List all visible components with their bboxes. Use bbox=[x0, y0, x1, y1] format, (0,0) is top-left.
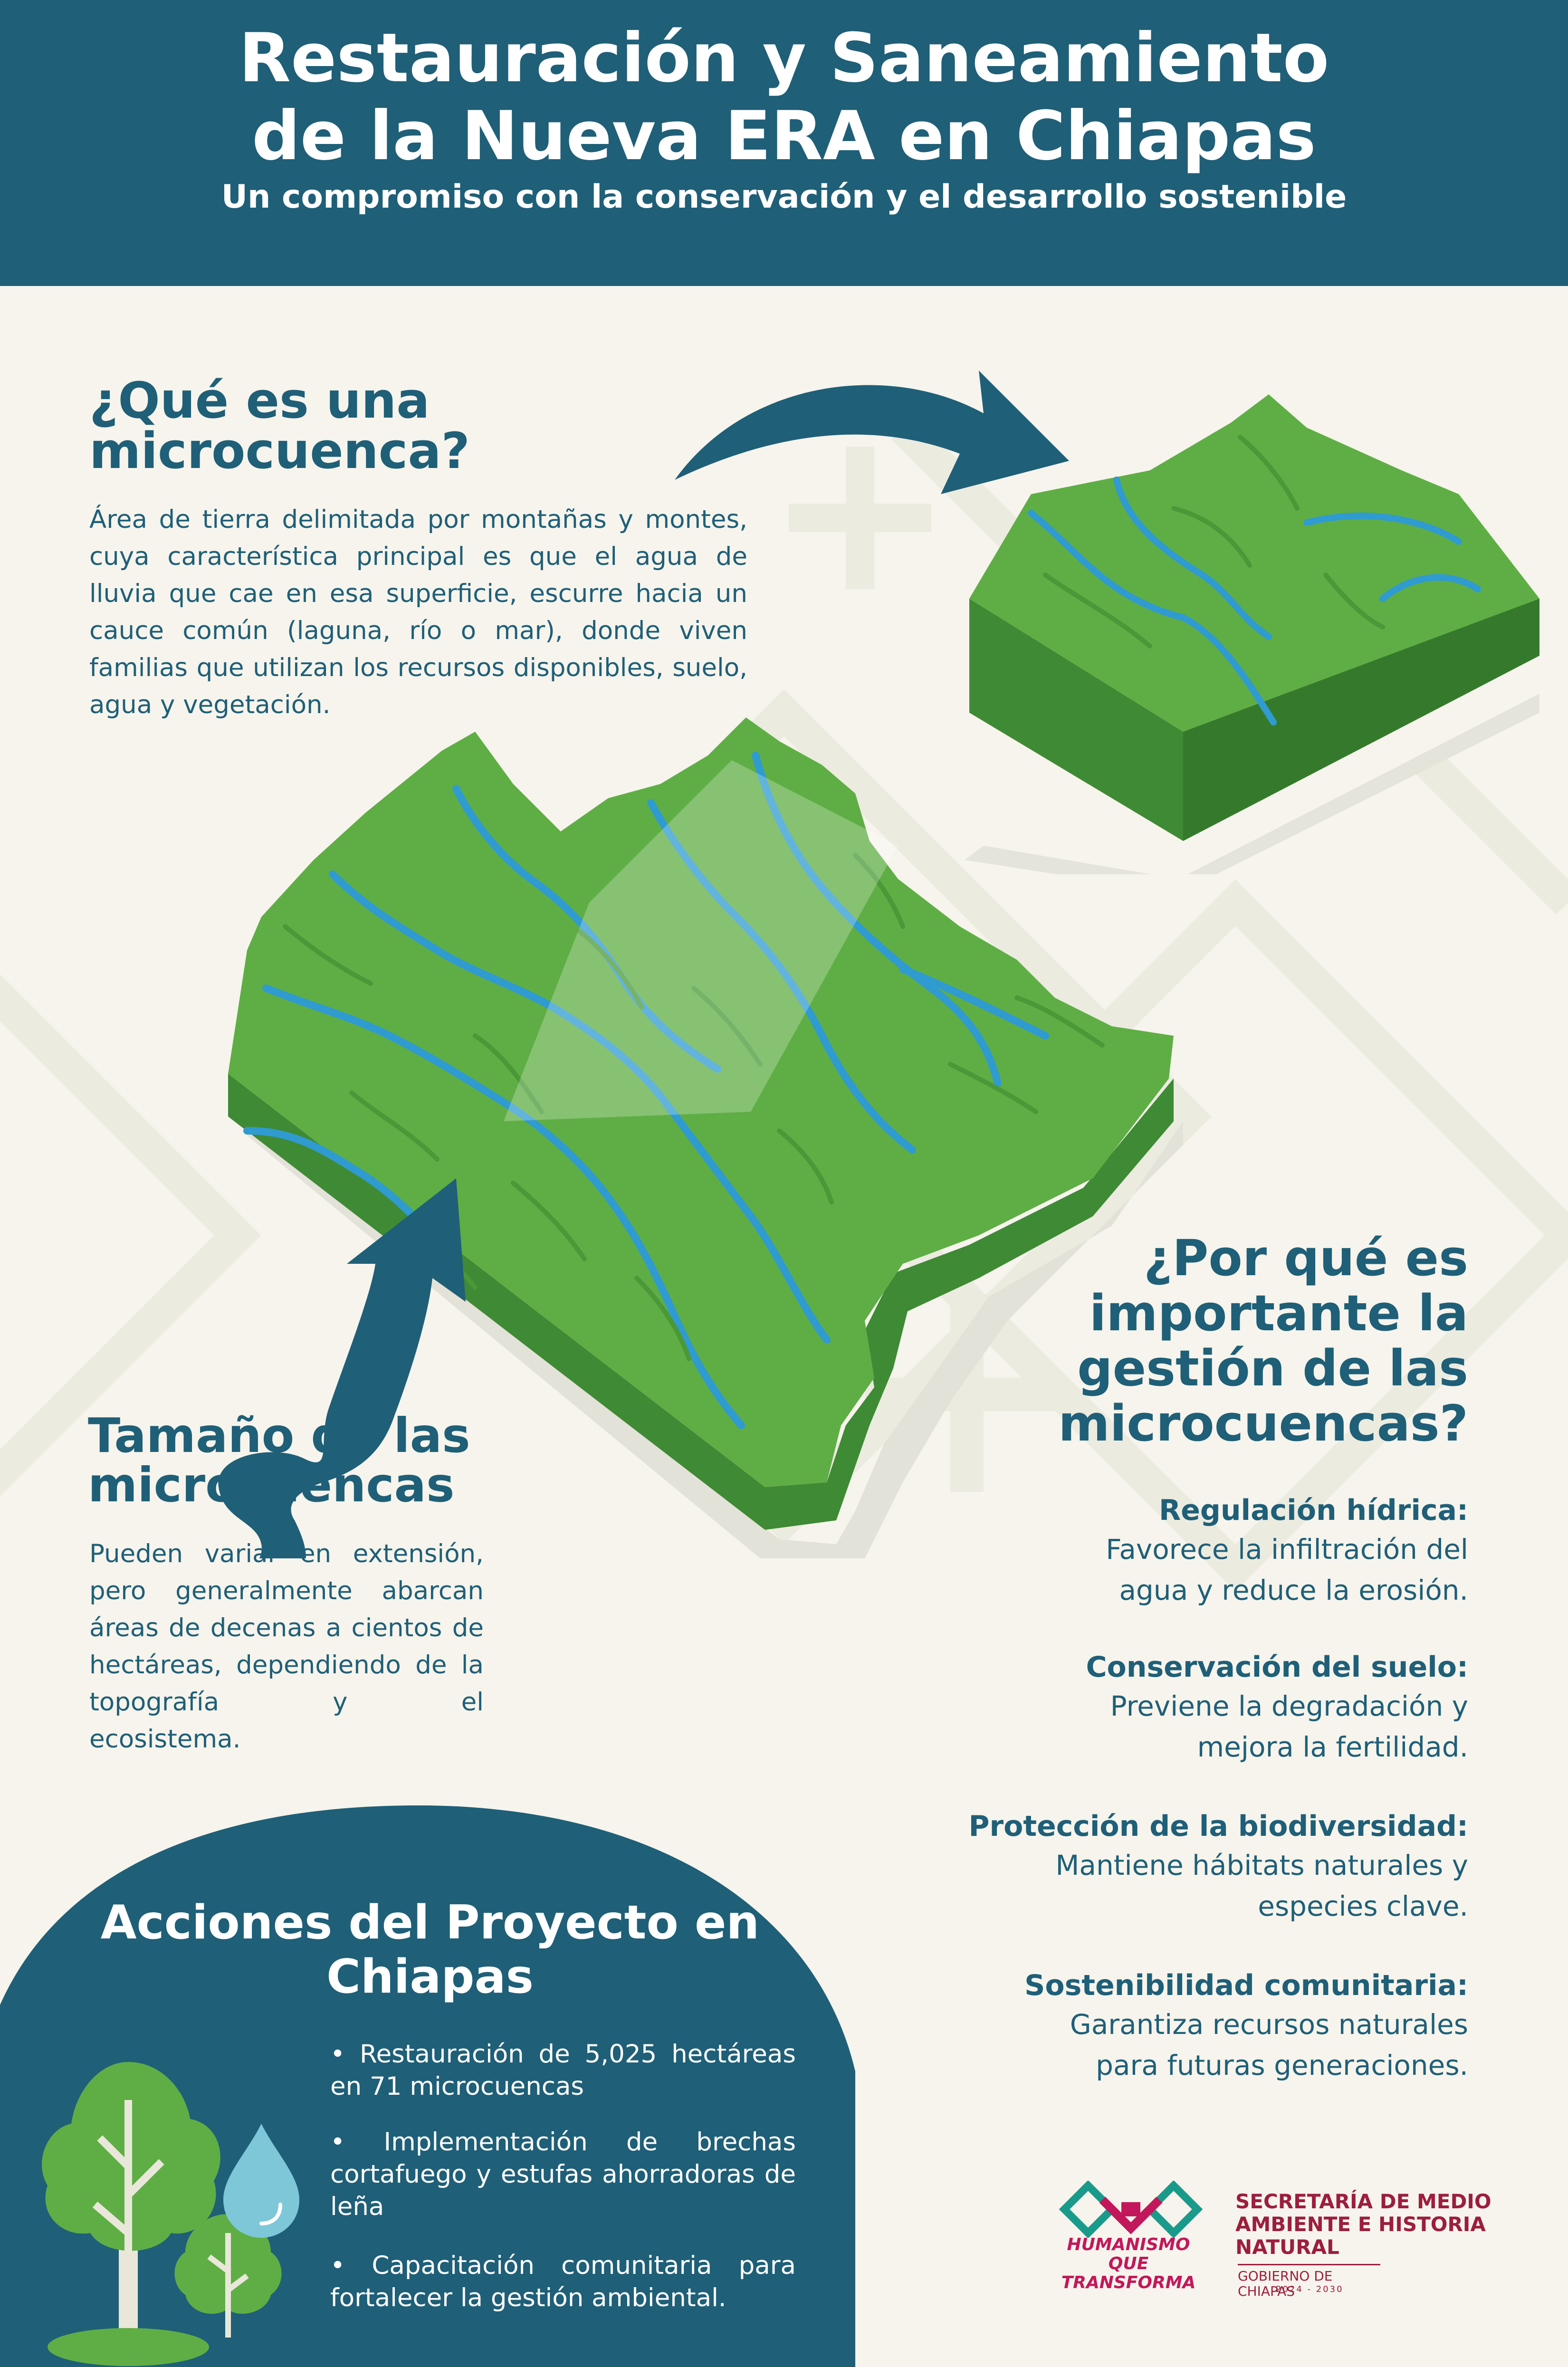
secretaria-logo-text: SECRETARÍA DE MEDIO AMBIENTE E HISTORIA NATURAL bbox=[1235, 2190, 1492, 2259]
action-item: • Capacitación comunitaria para fortalecer la gestión ambiental. bbox=[330, 2251, 796, 2312]
why-title: ¿Por qué es importante la gestión de las microcuencas? bbox=[1058, 1229, 1468, 1452]
years-text: 2024 - 2030 bbox=[1276, 2284, 1344, 2294]
action-item: • Implementación de brechas cortafuego y estufas ahorradoras de leña bbox=[330, 2128, 796, 2221]
benefit-title: Sostenibilidad comunitaria: bbox=[1024, 1969, 1468, 2002]
benefit-desc: Mantiene hábitats naturales y especies clave. bbox=[1055, 1849, 1468, 1922]
benefit-title: Protección de la biodiversidad: bbox=[968, 1810, 1468, 1843]
size-text-main: Pueden variar en extensión, pero generalmente abarcan áreas de decenas a cientos de hectáreas, dependiendo de la topografía y el bbox=[89, 1539, 484, 1717]
benefit-title: Regulación hídrica: bbox=[1158, 1494, 1468, 1527]
humanismo-logo-icon bbox=[1050, 2181, 1212, 2238]
benefit-item bbox=[898, 1808, 1468, 1927]
what-is-text: Área de tierra delimitada por montañas y montes, cuya característica principal es que el agua de lluvia que cae en esa superficie, escurre hacia un cauce común (laguna, río o mar), donde viven familias que utilizan los recursos disponibles, suelo, agua y vegetación. bbox=[89, 505, 747, 719]
benefit-desc: Favorece la infiltración del agua y reduce la erosión. bbox=[1106, 1533, 1468, 1606]
header-banner bbox=[0, 0, 1568, 286]
title-line-2: de la Nueva ERA en Chiapas bbox=[252, 97, 1316, 175]
what-is-title: ¿Qué es una microcuenca? bbox=[89, 372, 470, 480]
humanismo-logo-text: HUMANISMO QUE TRANSFORMA bbox=[1061, 2235, 1196, 2292]
actions-title: Acciones del Proyecto en Chiapas bbox=[100, 1896, 760, 2004]
logo-divider bbox=[1238, 2264, 1380, 2265]
benefit-item bbox=[898, 1492, 1468, 1611]
subtitle: Un compromiso con la conservación y el desarrollo sostenible bbox=[221, 178, 1347, 216]
benefit-item bbox=[898, 1649, 1468, 1767]
benefit-item bbox=[898, 1967, 1468, 2086]
size-text bbox=[89, 1536, 484, 1758]
action-item: • Restauración de 5,025 hectáreas en 71 microcuencas bbox=[330, 2040, 796, 2101]
title-line-1: Restauración y Saneamiento bbox=[239, 19, 1329, 97]
benefit-title: Conservación del suelo: bbox=[1086, 1651, 1468, 1684]
benefit-desc: Garantiza recursos naturales para futuras generaciones. bbox=[1070, 2008, 1468, 2081]
gobierno-text: GOBIERNO DE CHIAPAS bbox=[1238, 2268, 1333, 2299]
size-text-last: ecosistema. bbox=[89, 1725, 241, 1754]
benefit-desc: Previene la degradación y mejora la fertilidad. bbox=[1110, 1690, 1468, 1763]
size-title: Tamaño de las microcuencas bbox=[88, 1408, 470, 1513]
